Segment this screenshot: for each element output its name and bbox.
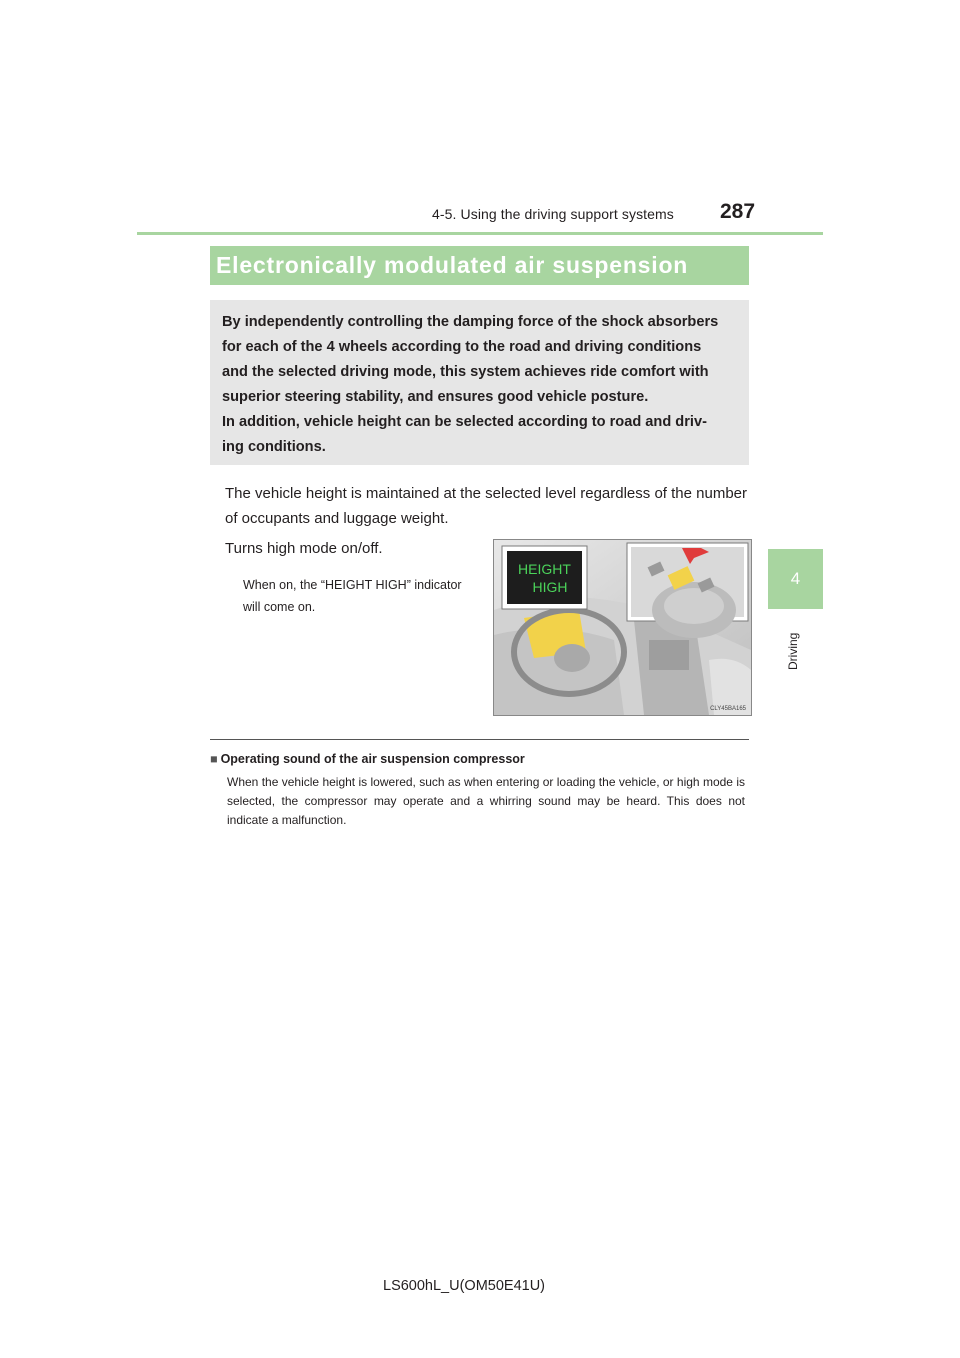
section-heading-text: Operating sound of the air suspension compressor	[220, 752, 525, 766]
intro-line: ing conditions.	[222, 439, 326, 455]
intro-line: In addition, vehicle height can be selected according to road and driv-	[222, 414, 707, 430]
intro-line: for each of the 4 wheels according to the road and driving conditions	[222, 339, 702, 355]
intro-box	[210, 300, 749, 465]
header-rule	[137, 232, 823, 235]
intro-line: superior steering stability, and ensures good vehicle posture.	[222, 389, 649, 405]
chapter-tab[interactable]: 4	[768, 549, 823, 609]
title-bar	[210, 246, 749, 285]
page-number: 287	[720, 200, 756, 223]
step-note: When on, the “HEIGHT HIGH” indicator will come on.	[243, 578, 462, 614]
section-body: When the vehicle height is lowered, such as when entering or loading the vehicle, or high mode is selected, the compressor may operate and a whirring sound may be heard. This does not indicate a malfunction.	[227, 775, 745, 827]
height-high-indicator	[507, 551, 582, 604]
step-text: Turns high mode on/off.	[225, 540, 383, 557]
section-title: 4-5. Using the driving support systems	[432, 206, 674, 222]
dashboard-illustration	[493, 539, 752, 716]
indicator-text-line2: HIGH	[532, 579, 568, 595]
chapter-label-text: Driving	[786, 632, 800, 670]
page-title: Electronically modulated air suspension	[216, 252, 689, 278]
dashboard-illustration-svg	[494, 540, 751, 715]
intro-line: and the selected driving mode, this system achieves ride comfort with	[222, 364, 709, 380]
bullet-square-icon: ■	[210, 752, 218, 766]
page-footer: LS600hL_U(OM50E41U)	[383, 1278, 546, 1294]
section-divider	[210, 739, 749, 740]
chapter-label	[774, 620, 814, 670]
intro-line: By independently controlling the damping force of the shock absorbers	[222, 314, 719, 330]
figure-code: CLY45BA165	[710, 706, 746, 712]
indicator-text-line1: HEIGHT	[518, 561, 571, 577]
section-heading	[210, 752, 525, 766]
body-paragraph: The vehicle height is maintained at the selected level regardless of the number of occupants and luggage weight.	[225, 485, 747, 527]
